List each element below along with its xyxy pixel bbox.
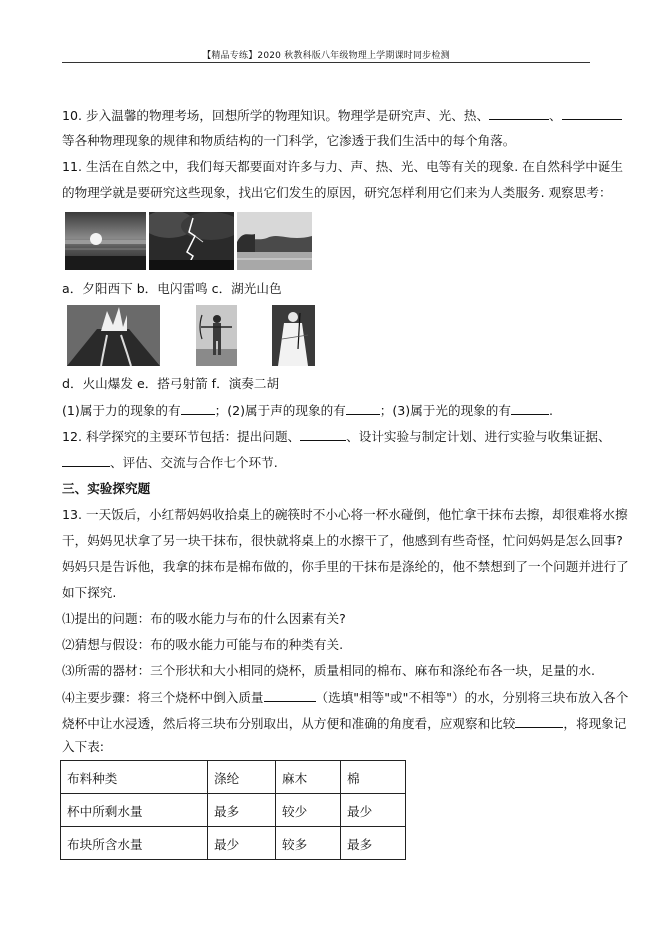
q13-item4-line3: 入下表: — [62, 739, 105, 754]
q10-line1 — [62, 106, 622, 125]
q10-line2: 等各种物理现象的规律和物质结构的一门科学，它渗透于我们生活中的每个角落。 — [62, 133, 516, 148]
table-cell: 较少 — [276, 794, 341, 827]
erhu-player-photo — [272, 305, 315, 366]
table-cell: 麻木 — [276, 761, 341, 794]
table-row — [61, 827, 406, 860]
table-cell: 较多 — [276, 827, 341, 860]
table-row — [61, 794, 406, 827]
sunset-photo — [65, 212, 146, 270]
q11-answer-1-label: (1)属于力的现象的有 — [62, 403, 181, 418]
q11-answer-line — [62, 401, 553, 420]
table-cell: 布料种类 — [61, 761, 208, 794]
table-cell: 布块所含水量 — [61, 827, 208, 860]
q10-separator: 、 — [549, 108, 562, 123]
q12-blank-2[interactable] — [62, 453, 110, 467]
archer-photo — [196, 305, 237, 366]
q11-answer-3-blank[interactable] — [511, 401, 549, 415]
q13-item3: ⑶所需的器材：三个形状和大小相同的烧杯，质量相同的棉布、麻布和涤纶布各一块，足量的水. — [62, 663, 595, 678]
table-cell: 杯中所剩水量 — [61, 794, 208, 827]
q12-line1 — [62, 427, 611, 446]
q13-item4-text-c: 烧杯中让水浸透，然后将三块布分别取出，从方便和准确的角度看，应观察和比较 — [62, 716, 516, 731]
results-table — [60, 760, 406, 860]
volcano-photo — [67, 305, 160, 366]
archer-image — [196, 305, 237, 366]
q13-item1: ⑴提出的问题：布的吸水能力与布的什么因素有关? — [62, 611, 346, 626]
q11-answer-1-blank[interactable] — [181, 401, 215, 415]
q10-blank-2[interactable] — [562, 106, 622, 120]
q10-text-a: 10. 步入温馨的物理考场，回想所学的物理知识。物理学是研究声、光、热、 — [62, 108, 490, 123]
lightning-photo — [149, 212, 234, 270]
q13-item4-line1 — [62, 688, 628, 707]
table-cell: 涤纶 — [208, 761, 276, 794]
q13-line2: 干，妈妈见状拿了另一块干抹布，很快就将桌上的水擦干了，他感到有些奇怪，忙问妈妈是怎么回事? — [62, 533, 623, 548]
q10-blank-1[interactable] — [489, 106, 549, 120]
lightning-image — [149, 212, 234, 270]
q13-item4-blank-2[interactable] — [515, 714, 563, 728]
q11-captions-row2: d．火山爆发 e．搭弓射箭 f．演奏二胡 — [62, 376, 280, 391]
q12-blank-1[interactable] — [300, 427, 346, 441]
table-cell: 最少 — [208, 827, 276, 860]
table-row — [61, 761, 406, 794]
q13-item2: ⑵猜想与假设：布的吸水能力可能与布的种类有关. — [62, 637, 344, 652]
volcano-image — [67, 305, 160, 366]
header-divider — [62, 62, 590, 63]
q12-text-c: 、评估、交流与合作七个环节. — [110, 455, 278, 470]
q12-text-a: 12. 科学探究的主要环节包括：提出问题、 — [62, 429, 301, 444]
lake-photo — [237, 212, 312, 270]
q13-line1: 13. 一天饭后，小红帮妈妈收拾桌上的碗筷时不小心将一杯水碰倒，他忙拿干抹布去擦，却很难将水擦 — [62, 507, 628, 522]
q12-line2 — [62, 453, 278, 472]
q11-answer-2-label: ；(2)属于声的现象的有 — [214, 403, 346, 418]
q11-answer-3-label: ；(3)属于光的现象的有 — [379, 403, 511, 418]
q13-item4-text-a: ⑷主要步骤：将三个烧杯中倒入质量 — [62, 690, 264, 705]
q12-text-b: 、设计实验与制定计划、进行实验与收集证据、 — [346, 429, 611, 444]
q13-line4: 如下探究. — [62, 585, 117, 600]
lake-image — [237, 212, 312, 270]
erhu-player-image — [272, 305, 315, 366]
table-cell: 最多 — [341, 827, 406, 860]
sunset-image — [65, 212, 146, 270]
q13-item4-text-b: （选填"相等"或"不相等"）的水，分别将三块布放入各个 — [315, 690, 629, 705]
q11-answer-2-blank[interactable] — [346, 401, 380, 415]
page-header: 【精品专练】2020 秋教科版八年级物理上学期课时同步检测 — [202, 51, 450, 61]
section-title-experiment: 三、实验探究题 — [62, 481, 151, 496]
q11-captions-row1: a．夕阳西下 b．电闪雷鸣 c．湖光山色 — [62, 281, 282, 296]
table-cell: 棉 — [341, 761, 406, 794]
q11-answer-end: . — [548, 403, 553, 418]
table-cell: 最多 — [208, 794, 276, 827]
q11-line2: 的物理学就是要研究这些现象，找出它们发生的原因，研究怎样利用它们来为人类服务. 观察思考： — [62, 185, 612, 200]
q13-line3: 妈妈只是告诉他，我拿的抹布是棉布做的，你手里的干抹布是涤纶的，他不禁想到了一个问题并进行了 — [62, 559, 629, 574]
q13-item4-blank-1[interactable] — [264, 688, 316, 702]
q11-line1: 11. 生活在自然之中，我们每天都要面对许多与力、声、热、光、电等有关的现象. 在自然科学中诞生 — [62, 159, 623, 174]
q13-item4-text-d: ，将现象记 — [563, 716, 627, 731]
table-cell: 最少 — [341, 794, 406, 827]
q13-item4-line2 — [62, 714, 626, 733]
